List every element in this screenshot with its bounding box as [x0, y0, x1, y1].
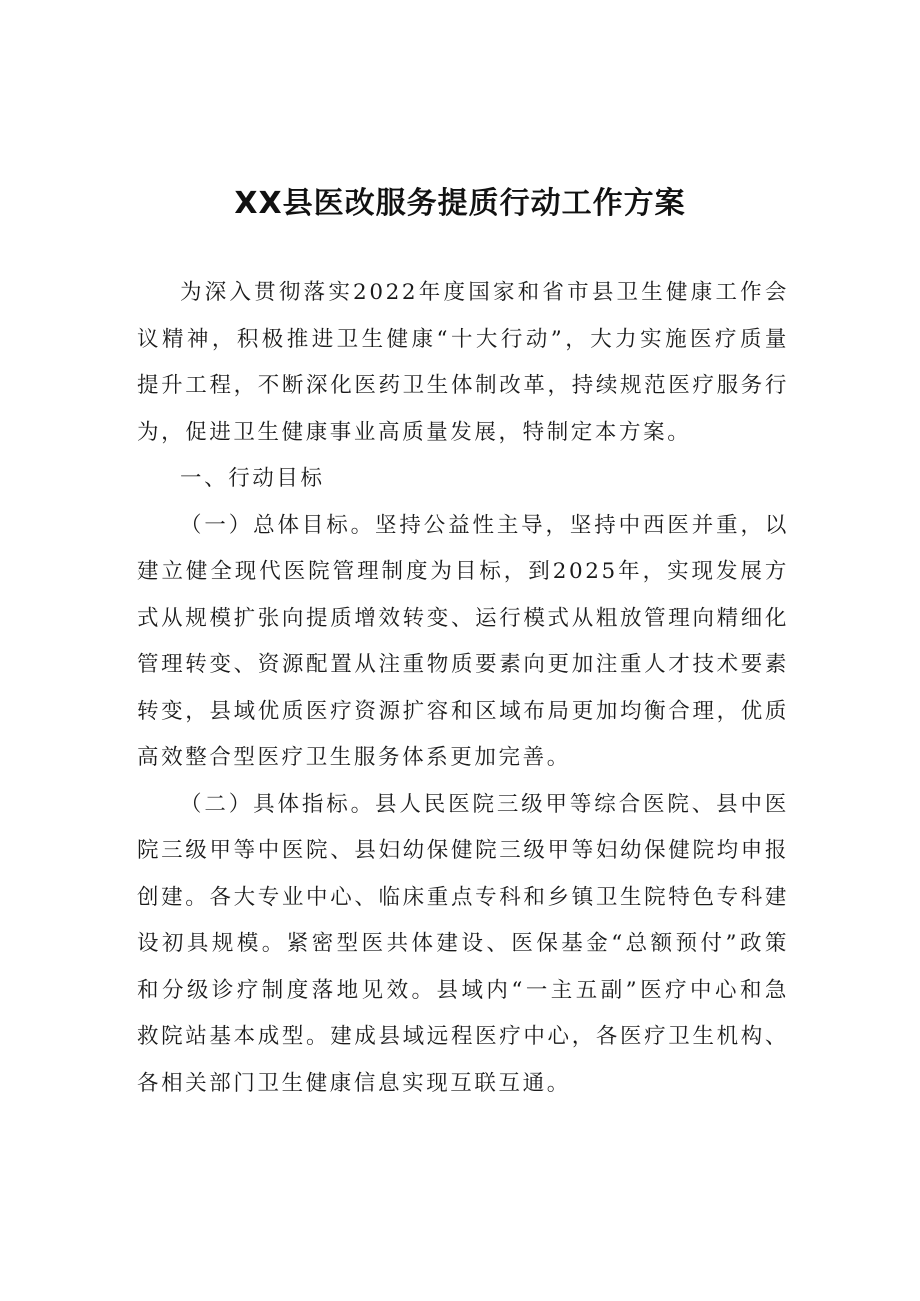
overall-goal-paragraph: （一）总体目标。坚持公益性主导，坚持中西医并重，以建立健全现代医院管理制度为目标，到2025年，实现发展方式从规模扩张向提质增效转变、运行模式从粗放管理向精细化管理转变、资源配置从注重物质要素向更加注重人才技术要素转变，县域优质医疗资源扩容和区域布局更加均衡合理，优质高效整合型医疗卫生服务体系更加完善。	[137, 512, 789, 770]
document-body	[137, 270, 789, 1107]
document-title: XX县医改服务提质行动工作方案	[234, 186, 686, 221]
section-heading: 一、行动目标	[180, 466, 325, 491]
intro-paragraph: 为深入贯彻落实2022年度国家和省市县卫生健康工作会议精神，积极推进卫生健康“十大行动”，大力实施医疗质量提升工程，不断深化医药卫生体制改革，持续规范医疗服务行为，促进卫生健康事业高质量发展，特制定本方案。	[137, 280, 789, 445]
specific-indicators-paragraph: （二）具体指标。县人民医院三级甲等综合医院、县中医院三级甲等中医院、县妇幼保健院三级甲等妇幼保健院均申报创建。各大专业中心、临床重点专科和乡镇卫生院特色专科建设初具规模。紧密型医共体建设、医保基金“总额预付”政策和分级诊疗制度落地见效。县域内“一主五副”医疗中心和急救院站基本成型。建成县域远程医疗中心，各医疗卫生机构、各相关部门卫生健康信息实现互联互通。	[137, 791, 789, 1096]
